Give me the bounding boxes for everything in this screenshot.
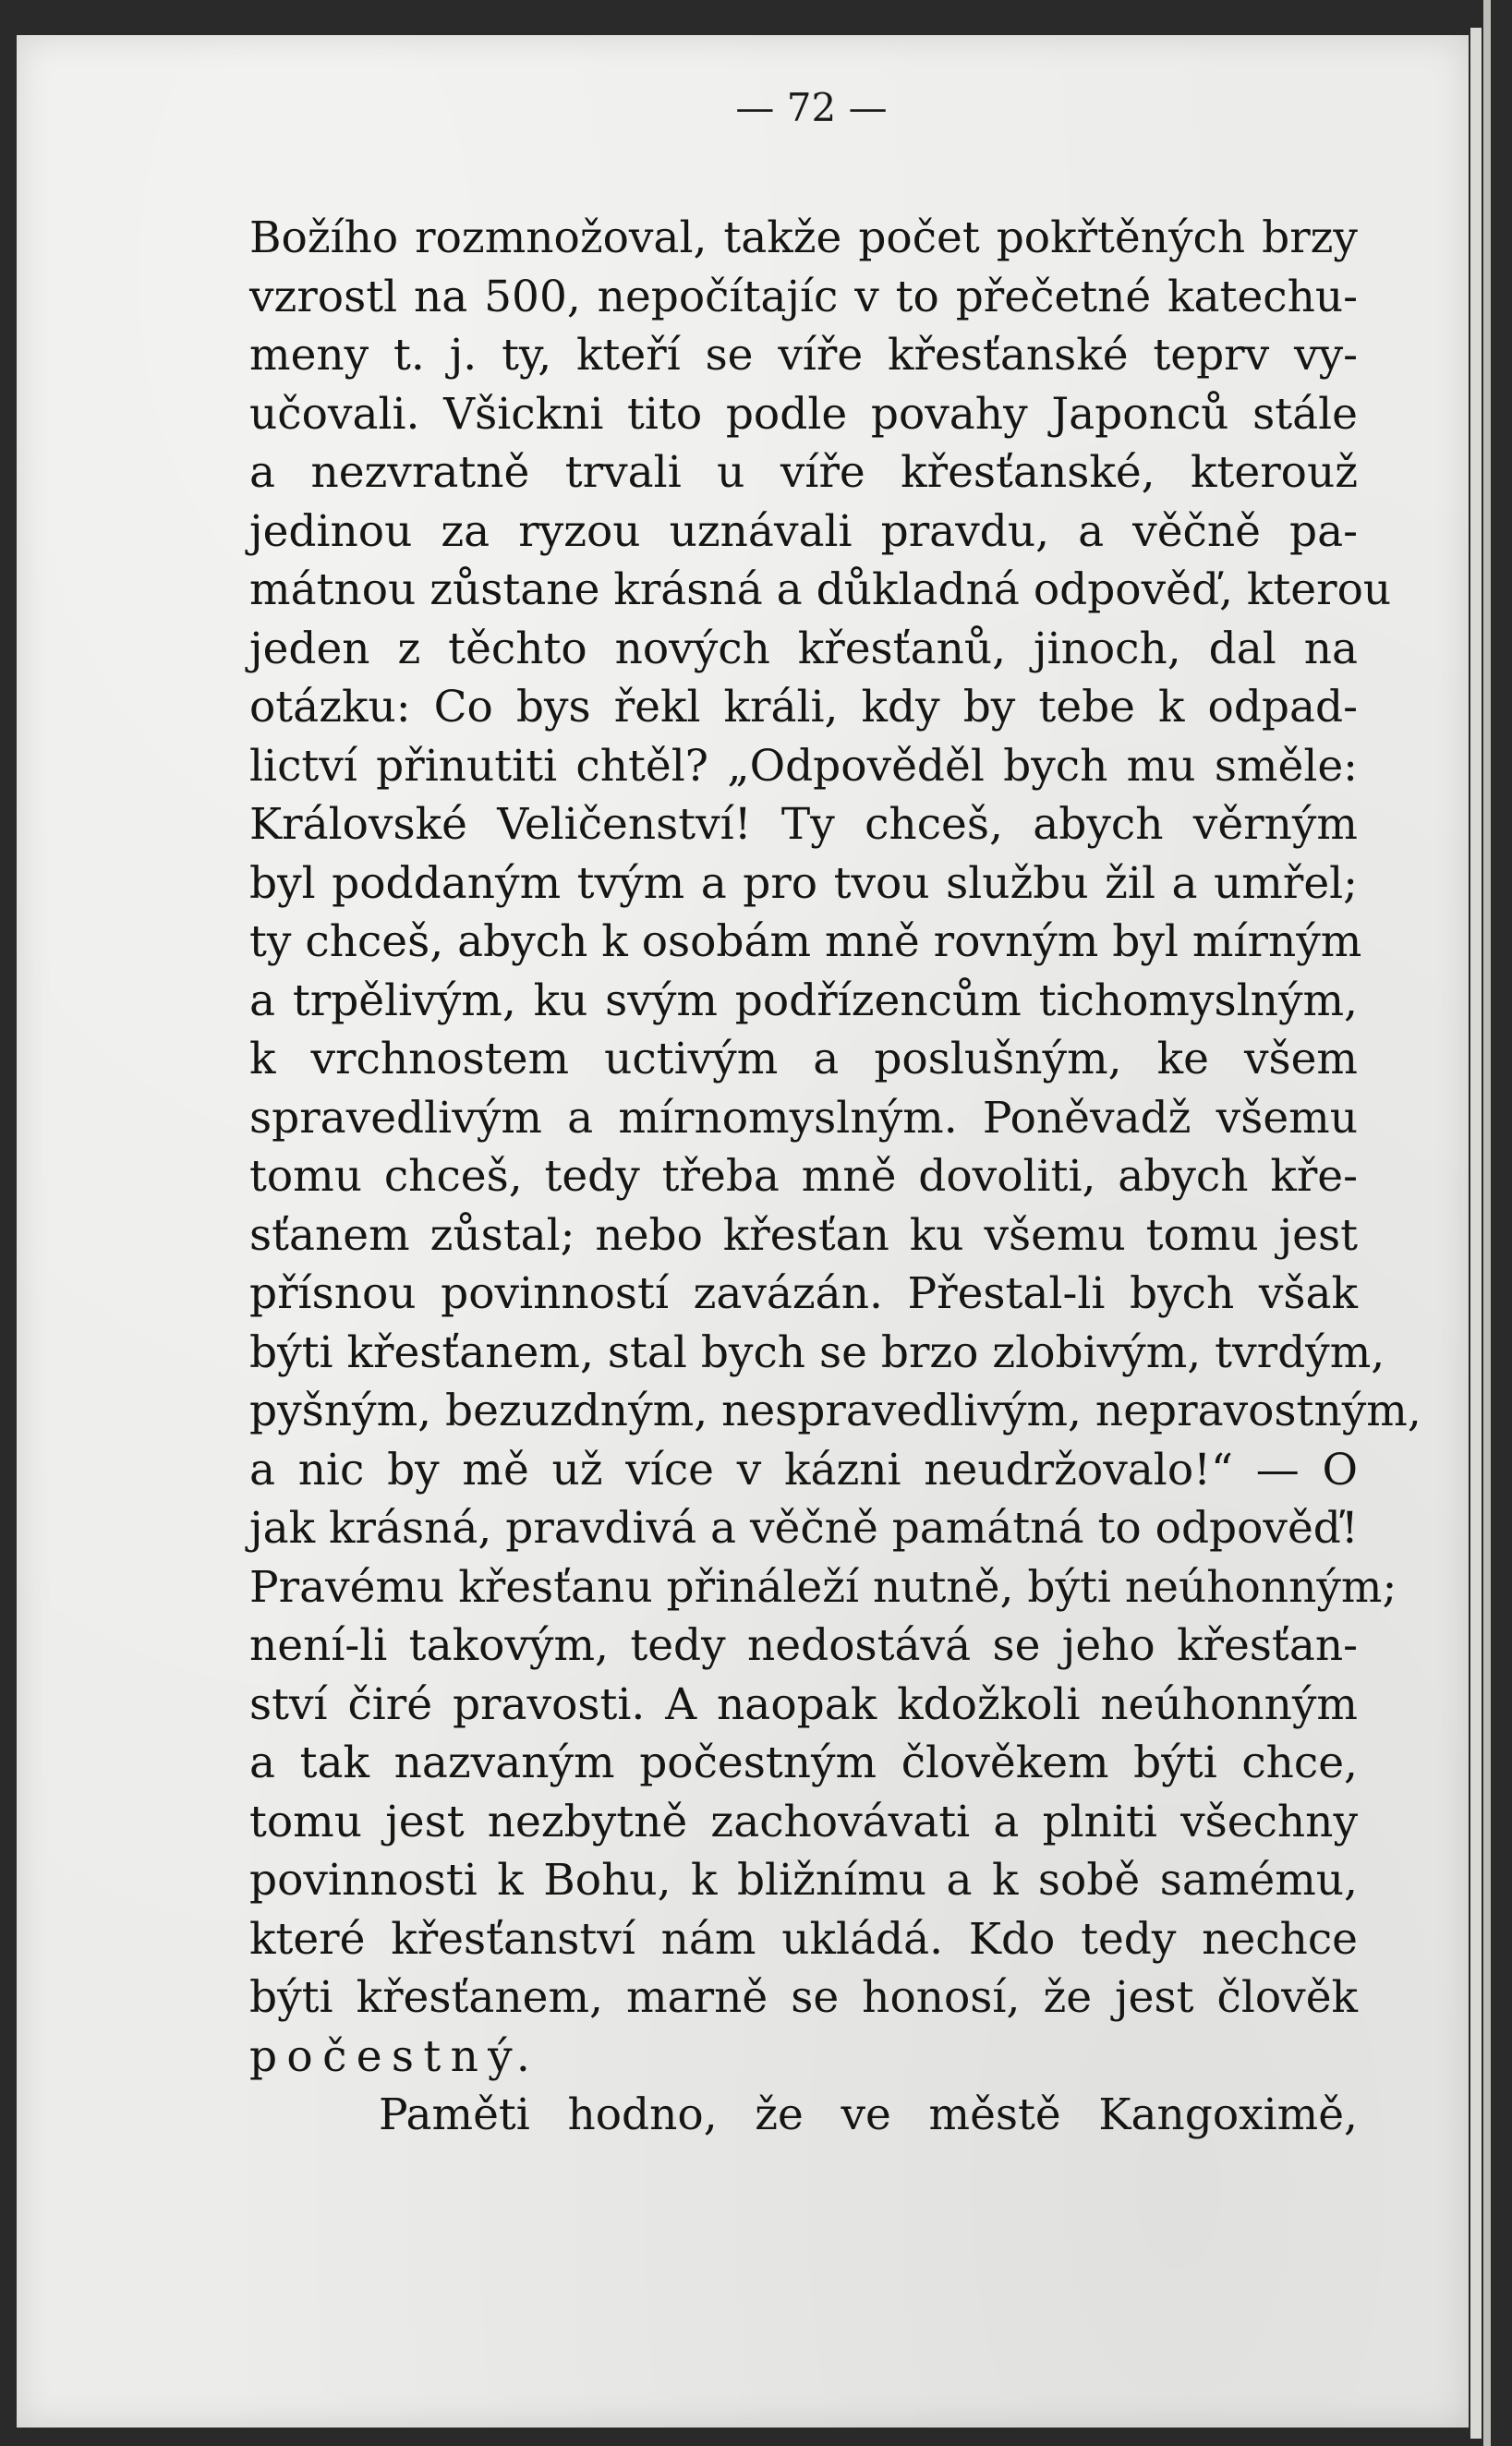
text-line: lictví přinutiti chtěl? „Odpověděl bych mu směle:: [249, 740, 1358, 792]
text-line: jak krásná, pravdivá a věčně památná to odpověď!: [249, 1503, 1359, 1554]
text-line: spravedlivým a mírnomyslným. Poněvadž všemu: [249, 1092, 1358, 1144]
text-line: býti křesťanem, marně se honosí, že jest člověk: [249, 1972, 1358, 2023]
page-edge-outer: [1483, 0, 1491, 2446]
page-edge: [1470, 28, 1482, 2439]
text-line: a nic by mě už více v kázni neudržovalo!“ — O: [249, 1444, 1358, 1495]
text-line: mátnou zůstane krásná a důkladná odpověď, kterou: [249, 564, 1392, 615]
text-line: ty chceš, abych k osobám mně rovným byl mírným: [249, 916, 1362, 967]
text-line: ství čiré pravosti. A naopak kdožkoli neúhonným: [249, 1678, 1358, 1730]
text-line: učovali. Všickni tito podle povahy Japonců stále: [249, 388, 1358, 440]
text-line: býti křesťanem, stal bych se brzo zlobivým, tvrdým,: [249, 1326, 1385, 1378]
text-line: tomu jest nezbytně zachovávati a plniti všechny: [249, 1796, 1358, 1847]
text-line: byl poddaným tvým a pro tvou službu žil a umřel;: [249, 857, 1358, 909]
text-line: a nezvratně trvali u víře křesťanské, kterouž: [249, 447, 1358, 498]
text-line-paragraph-start: Paměti hodno, že ve městě Kangoximě,: [379, 2089, 1358, 2140]
body-text: [249, 209, 1421, 2145]
text-line: tomu chceš, tedy třeba mně dovoliti, abych kře-: [249, 1151, 1358, 1202]
text-line: k vrchnostem uctivým a poslušným, ke všem: [249, 1034, 1358, 1084]
text-line: meny t. j. ty, kteří se víře křesťanské teprv vy-: [249, 330, 1358, 381]
text-line: sťanem zůstal; nebo křesťan ku všemu tomu jest: [249, 1209, 1358, 1261]
text-line: otázku: Co bys řekl králi, kdy by tebe k odpad-: [249, 682, 1358, 733]
text-line: Královské Veličenství! Ty chceš, abych věrným: [249, 799, 1358, 850]
text-line: jeden z těchto nových křesťanů, jinoch, dal na: [249, 623, 1358, 674]
text-line: Pravému křesťanu přináleží nutně, býti neúhonným;: [249, 1561, 1397, 1613]
page-number: — 72 —: [735, 85, 888, 130]
text-line: které křesťanství nám ukládá. Kdo tedy nechce: [249, 1913, 1358, 1965]
text-line: pyšným, bezuzdným, nespravedlivým, nepravostným,: [249, 1386, 1421, 1436]
text-line: počestný.: [249, 2030, 540, 2082]
text-line: a trpělivým, ku svým podřízencům tichomyslným,: [249, 975, 1358, 1026]
text-line: přísnou povinností zavázán. Přestal-li bych však: [249, 1268, 1358, 1319]
text-line: Božího rozmnožoval, takže počet pokřtěných brzy: [249, 212, 1358, 263]
text-line: jedinou za ryzou uznávali pravdu, a věčně pa-: [249, 505, 1358, 557]
text-line: není-li takovým, tedy nedostává se jeho křesťan-: [249, 1620, 1358, 1671]
text-line: a tak nazvaným počestným člověkem býti chce,: [249, 1738, 1358, 1788]
text-line: vzrostl na 500, nepočítajíc v to přečetné katechu-: [249, 271, 1358, 322]
text-line: povinnosti k Bohu, k bližnímu a k sobě samému,: [249, 1855, 1358, 1906]
